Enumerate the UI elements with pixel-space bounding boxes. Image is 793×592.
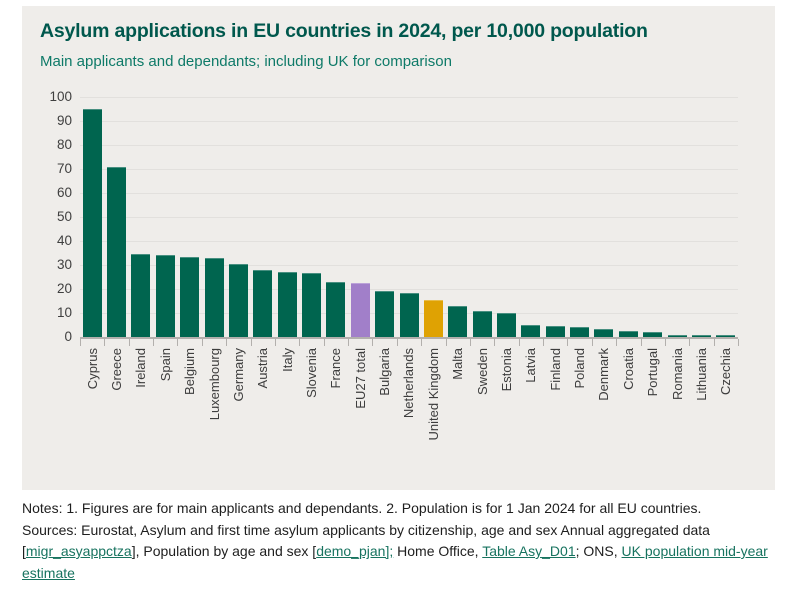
x-axis-tick [714, 339, 715, 346]
page-title: Asylum applications in EU countries in 2024, per 10,000 population [40, 20, 648, 42]
y-axis-label-20: 20 [56, 281, 72, 296]
x-axis-label-france: France [328, 348, 344, 389]
bar-slovenia [302, 273, 321, 337]
bar-ireland [131, 254, 150, 337]
x-axis-label-estonia: Estonia [498, 348, 514, 392]
bar-belgium [180, 257, 199, 337]
notes-text: Sources: Eurostat, Asylum and first time asylum applicants by citizenship, age and sex Annual aggregated data [ [22, 521, 710, 559]
x-axis-tick [324, 339, 325, 346]
bar-latvia [521, 325, 540, 337]
y-axis-label-30: 30 [56, 257, 72, 272]
x-axis-tick [177, 339, 178, 346]
y-axis-label-80: 80 [56, 137, 72, 152]
x-axis-tick [226, 339, 227, 346]
bar-finland [546, 326, 565, 337]
x-axis-label-greece: Greece [109, 348, 125, 391]
x-axis-label-netherlands: Netherlands [401, 348, 417, 419]
x-axis-label-poland: Poland [572, 348, 588, 389]
notes-and-sources [22, 498, 775, 584]
bar-greece [107, 167, 126, 337]
x-axis-tick [153, 339, 154, 346]
chart-card [22, 6, 775, 490]
gridline-50 [80, 217, 738, 218]
x-axis-label-denmark: Denmark [596, 348, 612, 401]
bar-austria [253, 270, 272, 337]
bar-italy [278, 272, 297, 337]
notes-text: Notes: 1. Figures are for main applicants and dependants. 2. Population is for 1 Jan 2024 for all EU countries. [22, 500, 702, 516]
x-axis-label-united-kingdom: United Kingdom [425, 348, 441, 441]
x-axis-tick [275, 339, 276, 346]
x-axis-label-eu27-total: EU27 total [352, 348, 368, 409]
y-axis-label-0: 0 [64, 329, 72, 344]
x-axis-label-luxembourg: Luxembourg [206, 348, 222, 421]
x-axis-tick [397, 339, 398, 346]
bar-eu27-total [351, 283, 370, 337]
y-axis-label-40: 40 [56, 233, 72, 248]
x-axis-tick [519, 339, 520, 346]
gridline-90 [80, 121, 738, 122]
source-link[interactable]: demo_pjan]; [316, 543, 394, 559]
bar-netherlands [400, 293, 419, 337]
x-axis-tick [372, 339, 373, 346]
gridline-30 [80, 265, 738, 266]
gridline-70 [80, 169, 738, 170]
x-axis-label-malta: Malta [450, 348, 466, 380]
x-axis-tick [494, 339, 495, 346]
x-axis-tick [616, 339, 617, 346]
x-axis-tick [470, 339, 471, 346]
bar-united-kingdom [424, 300, 443, 337]
x-axis-label-latvia: Latvia [523, 348, 539, 383]
x-axis-label-sweden: Sweden [474, 348, 490, 395]
x-axis-tick [567, 339, 568, 346]
page-subtitle: Main applicants and dependants; including UK for comparison [40, 53, 452, 70]
bar-denmark [594, 329, 613, 337]
x-axis-label-austria: Austria [255, 348, 271, 389]
x-axis-label-czechia: Czechia [718, 348, 734, 395]
x-axis-tick [641, 339, 642, 346]
x-axis-tick [592, 339, 593, 346]
bar-germany [229, 264, 248, 337]
x-axis-label-germany: Germany [230, 348, 246, 402]
y-axis-label-10: 10 [56, 305, 72, 320]
x-axis-tick [689, 339, 690, 346]
y-axis-label-60: 60 [56, 185, 72, 200]
x-axis-label-cyprus: Cyprus [84, 348, 100, 390]
gridline-100 [80, 97, 738, 98]
bar-bulgaria [375, 291, 394, 337]
x-axis-tick [104, 339, 105, 346]
x-axis-label-lithuania: Lithuania [693, 348, 709, 401]
x-axis-tick [251, 339, 252, 346]
x-axis-label-bulgaria: Bulgaria [377, 348, 393, 396]
notes-text: ; ONS, [575, 543, 622, 559]
x-axis-label-italy: Italy [279, 348, 295, 372]
source-link[interactable]: Table Asy_D01 [482, 543, 576, 559]
bar-estonia [497, 313, 516, 337]
y-axis-label-100: 100 [49, 89, 72, 104]
gridline-20 [80, 289, 738, 290]
source-link[interactable]: migr_asyappctza [25, 543, 132, 559]
gridline-80 [80, 145, 738, 146]
bar-france [326, 282, 345, 337]
x-axis-label-finland: Finland [547, 348, 563, 391]
x-axis-tick [299, 339, 300, 346]
x-axis-tick [543, 339, 544, 346]
bar-chart [22, 6, 775, 490]
x-axis-tick [665, 339, 666, 346]
y-axis-label-50: 50 [56, 209, 72, 224]
bar-spain [156, 255, 175, 337]
bar-sweden [473, 311, 492, 337]
notes-text: Home Office, [393, 543, 483, 559]
x-axis-tick [80, 339, 81, 346]
x-axis-label-croatia: Croatia [620, 348, 636, 390]
y-axis-label-70: 70 [56, 161, 72, 176]
x-axis-line [80, 337, 738, 339]
source-link[interactable]: UK population mid-year estimate [22, 543, 768, 581]
bar-malta [448, 306, 467, 337]
x-axis-label-romania: Romania [669, 348, 685, 401]
bar-cyprus [83, 109, 102, 337]
gridline-60 [80, 193, 738, 194]
x-axis-tick [348, 339, 349, 346]
x-axis-label-spain: Spain [157, 348, 173, 382]
x-axis-tick [421, 339, 422, 346]
x-axis-label-slovenia: Slovenia [304, 348, 319, 398]
x-axis-tick [202, 339, 203, 346]
x-axis-tick [738, 339, 739, 346]
x-axis-label-ireland: Ireland [133, 348, 149, 388]
bar-poland [570, 327, 589, 337]
x-axis-tick [446, 339, 447, 346]
gridline-40 [80, 241, 738, 242]
y-axis-label-90: 90 [56, 113, 72, 128]
x-axis-label-belgium: Belgium [182, 348, 198, 395]
x-axis-label-portugal: Portugal [645, 348, 661, 397]
x-axis-tick [129, 339, 130, 346]
notes-text: ], Population by age and sex [ [131, 543, 317, 559]
bar-luxembourg [205, 258, 224, 337]
